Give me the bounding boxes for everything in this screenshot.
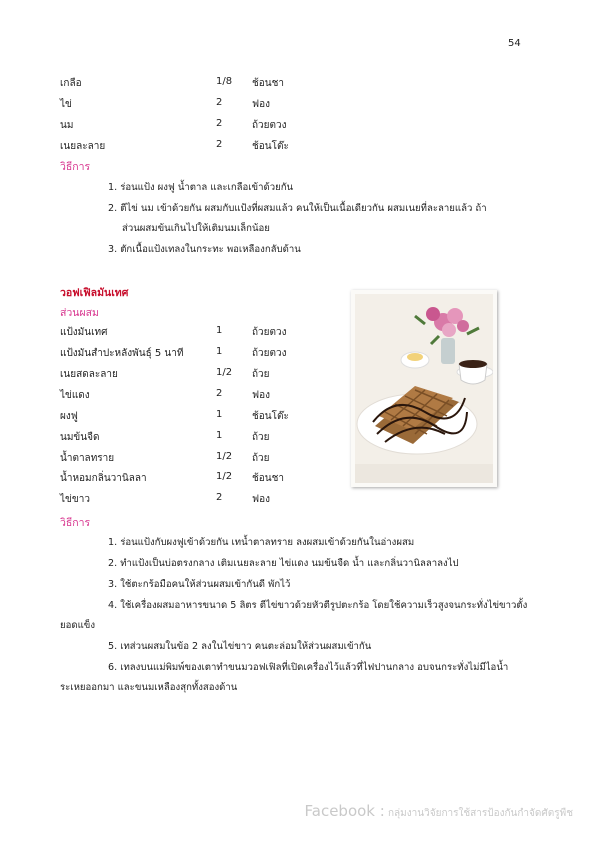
method-step: ส่วนผสมข้นเกินไปให้เติมนมเล็กน้อย [122, 223, 270, 234]
ingredient-qty: 2 [216, 139, 223, 150]
ingredient-qty: 2 [216, 97, 223, 108]
waffle-photo [351, 290, 497, 487]
ingredient-name: ไข่ [60, 99, 72, 110]
method-step: 3. ตักเนื้อแป้งเทลงในกระทะ พอเหลืองกลับด้าน [108, 244, 301, 255]
ingredient-name: นมข้นจืด [60, 432, 100, 443]
ingredient-name: เนยสดละลาย [60, 369, 118, 380]
ingredient-name: นม [60, 120, 74, 131]
ingredient-unit: ช้อนโต๊ะ [252, 141, 289, 152]
ingredient-unit: ฟอง [252, 494, 270, 505]
ingredients-heading: ส่วนผสม [60, 307, 99, 319]
ingredient-name: แป้งมันสำปะหลังพันธุ์ 5 นาที [60, 348, 184, 359]
ingredient-name: ไข่ขาว [60, 494, 90, 505]
footer-group: กลุ่มงานวิจัยการใช้สารป้องกันกำจัดศัตรูพืช [388, 808, 573, 819]
method-step: 2. ทำแป้งเป็นบ่อตรงกลาง เติมเนยละลาย ไข่แดง นมข้นจืด น้ำ และกลิ่นวานิลลาลงไป [108, 558, 459, 569]
method-step: 5. เทส่วนผสมในข้อ 2 ลงในไข่ขาว คนตะล่อมให้ส่วนผสมเข้ากัน [108, 641, 372, 652]
page-number: 54 [508, 38, 521, 49]
ingredient-name: น้ำหอมกลิ่นวานิลลา [60, 473, 147, 484]
method-step: 1. ร่อนแป้ง ผงฟู น้ำตาล และเกลือเข้าด้วยกัน [108, 182, 294, 193]
ingredient-unit: ช้อนชา [252, 473, 285, 484]
method-step: 2. ตีไข่ นม เข้าด้วยกัน ผสมกับแป้งที่ผสมแล้ว คนให้เป็นเนื้อเดียวกัน ผสมเนยที่ละลายแล้ว ถ้า [108, 203, 487, 214]
ingredient-qty: 1/8 [216, 76, 233, 87]
ingredient-unit: ถ้วย [252, 432, 270, 443]
method-step: 1. ร่อนแป้งกับผงฟูเข้าด้วยกัน เทน้ำตาลทราย ลงผสมเข้าด้วยกันในอ่างผสม [108, 537, 415, 548]
footer [305, 802, 574, 821]
method-step: ยอดแข็ง [60, 620, 96, 631]
ingredient-qty: 1/2 [216, 451, 233, 462]
waffle-illustration [355, 294, 493, 483]
ingredient-unit: ถ้วยตวง [252, 348, 287, 359]
ingredient-qty: 2 [216, 388, 223, 399]
ingredient-qty: 2 [216, 492, 223, 503]
footer-facebook: Facebook : [304, 802, 385, 820]
ingredient-unit: ฟอง [252, 390, 270, 401]
ingredient-qty: 1 [216, 409, 223, 420]
ingredient-name: เนยละลาย [60, 141, 106, 152]
ingredient-name: น้ำตาลทราย [60, 453, 115, 464]
ingredient-unit: ถ้วย [252, 369, 270, 380]
method-step: 3. ใช้ตะกร้อมือคนให้ส่วนผสมเข้ากันดี พักไว้ [108, 579, 291, 590]
ingredient-name: เกลือ [60, 78, 82, 89]
ingredient-qty: 1/2 [216, 367, 233, 378]
ingredient-unit: ถ้วย [252, 453, 270, 464]
ingredient-qty: 1/2 [216, 471, 233, 482]
ingredient-unit: ฟอง [252, 99, 270, 110]
ingredient-unit: ช้อนโต๊ะ [252, 411, 289, 422]
ingredient-qty: 2 [216, 118, 223, 129]
method-heading: วิธีการ [60, 517, 91, 529]
ingredient-name: ผงฟู [60, 411, 78, 422]
ingredient-name: แป้งมันเทศ [60, 327, 108, 338]
method-step: 4. ใช้เครื่องผสมอาหารขนาด 5 ลิตร ตีไข่ขาวด้วยหัวตีรูปตะกร้อ โดยใช้ความเร็วสูงจนกระทั่งไข่ขาวตั้ง [108, 600, 528, 611]
ingredient-unit: ถ้วยตวง [252, 327, 287, 338]
ingredient-unit: ถ้วยตวง [252, 120, 287, 131]
ingredient-qty: 1 [216, 325, 223, 336]
ingredient-unit: ช้อนชา [252, 78, 285, 89]
method-heading: วิธีการ [60, 161, 91, 173]
ingredient-name: ไข่แดง [60, 390, 90, 401]
ingredient-qty: 1 [216, 430, 223, 441]
method-step: 6. เทลงบนแม่พิมพ์ของเตาทำขนมวอฟเฟิลที่เปิดเครื่องไว้แล้วที่ไฟปานกลาง อบจนกระทั่งไม่มีไอน้ำ [108, 662, 509, 673]
recipe-title: วอฟเฟิลมันเทศ [60, 287, 129, 299]
ingredient-qty: 1 [216, 346, 223, 357]
method-step: ระเหยออกมา และขนมเหลืองสุกทั้งสองด้าน [60, 682, 238, 693]
